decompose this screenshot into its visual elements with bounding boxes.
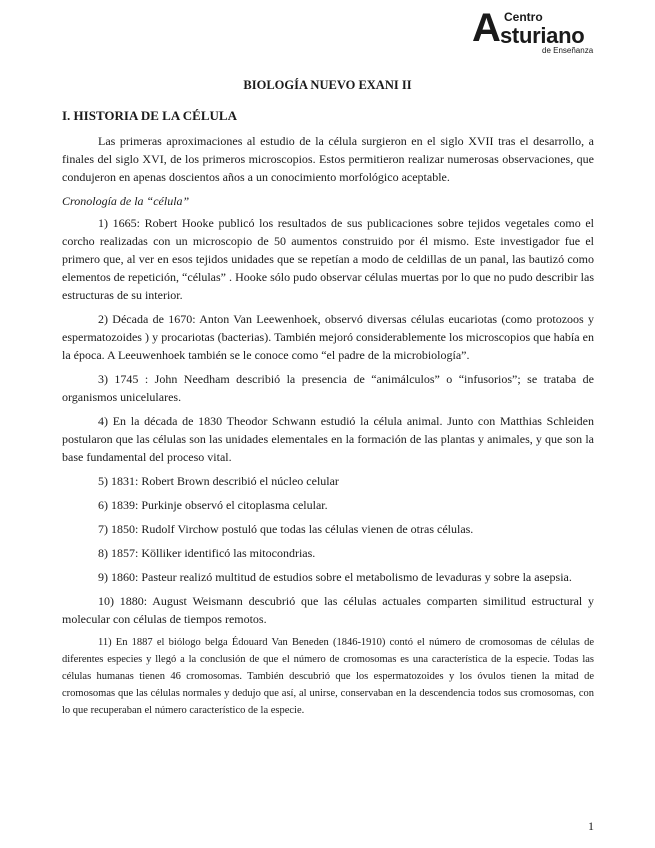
logo-main-text: sturiano <box>500 23 585 48</box>
chronology-item-4: 4) En la década de 1830 Theodor Schwann estudió la célula animal. Junto con Matthias Schleiden postularon que las células son las unidades elementales en la formación de las plantas y animales, y que son la base fundamental del proceso vital. <box>62 414 594 464</box>
chronology-item-6: 6) 1839: Purkinje observó el citoplasma celular. <box>98 498 328 512</box>
chronology-item-10: 10) 1880: August Weismann descubrió que las células actuales comparten similitud estructural y molecular con células de tiempos remotos. <box>62 594 594 626</box>
centro-asturiano-logo <box>472 6 600 56</box>
chronology-subtitle: Cronología de la “célula” <box>62 194 190 208</box>
document-title: BIOLOGÍA NUEVO EXANI II <box>243 78 412 92</box>
chronology-item-2: 2) Década de 1670: Anton Van Leewenhoek, observó diversas células eucariotas (como protozoos y espermatozoides ) y procariotas (bacterias). También mejoró considerablemente los microscopios que había en la época. A Leeuwenhoek también se le conoce como “el padre de la microbiología”. <box>62 312 594 362</box>
intro-paragraph: Las primeras aproximaciones al estudio de la célula surgieron en el siglo XVII tras el desarrollo, a finales del siglo XVI, de los primeros microscopios. Estos permitieron realizar numerosas observaciones, que condujeron en apenas doscientos años a un conocimiento morfológico aceptable. <box>62 134 594 184</box>
page-number: 1 <box>588 819 594 833</box>
chronology-item-8: 8) 1857: Kölliker identificó las mitocondrias. <box>98 546 316 560</box>
document-body <box>62 132 594 725</box>
chronology-item-11: 11) En 1887 el biólogo belga Édouard Van Beneden (1846-1910) contó el número de cromosomas de células de diferentes especies y llegó a la conclusión de que el número de cromosomas es una característica de la especie. Todas las células humanas tienen 46 cromosomas. También descubrió que los espermatozoides y los óvulos tienen la mitad de cromosomas que las células normales y dedujo que así, al unirse, conservaban en la descendencia todos sus cromosomas, con lo que recuperaban el número característico de la especie. <box>62 637 594 716</box>
logo-initial: A <box>472 6 501 50</box>
logo-subtitle: de Enseñanza <box>542 46 594 55</box>
logo-top-text: Centro <box>504 10 543 24</box>
chronology-item-7: 7) 1850: Rudolf Virchow postuló que todas las células vienen de otras células. <box>98 522 474 536</box>
chronology-item-5: 5) 1831: Robert Brown describió el núcleo celular <box>98 474 339 488</box>
section-heading: I. HISTORIA DE LA CÉLULA <box>62 108 237 123</box>
chronology-item-9: 9) 1860: Pasteur realizó multitud de estudios sobre el metabolismo de levaduras y sobre la asepsia. <box>98 570 572 584</box>
chronology-item-3: 3) 1745 : John Needham describió la presencia de “animálculos” o “infusorios”; se trataba de organismos unicelulares. <box>62 372 594 404</box>
chronology-item-1: 1) 1665: Robert Hooke publicó los resultados de sus publicaciones sobre tejidos vegetales como el corcho realizadas con un microscopio de 50 aumentos construido por él mismo. Este investigador fue el primero que, al ver en esos tejidos unidades que se repetían a modo de celdillas de un panal, las bautizó como elementos de repetición, “células” . Hooke sólo pudo observar células muertas por lo que no pudo describir las estructuras de su interior. <box>62 216 594 302</box>
